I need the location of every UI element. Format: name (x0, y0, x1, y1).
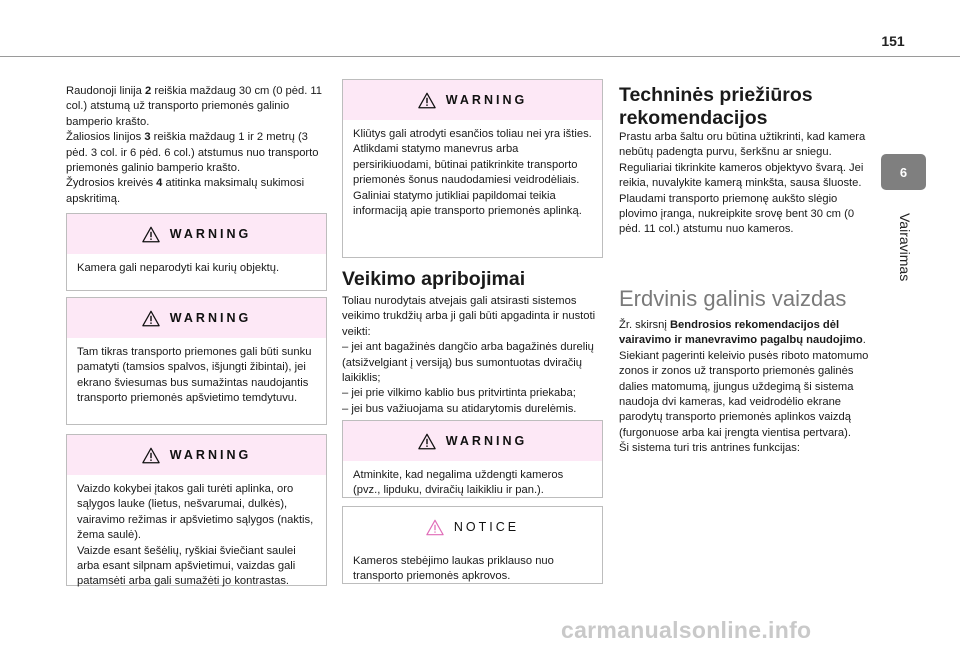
warning-text: Atminkite, kad negalima uždengti kameros (pvz., lipduku, dviračių laikikliu ir pan.). (353, 469, 564, 497)
warning-header (343, 421, 602, 461)
section-heading-maintenance: Techninės priežiūros rekomendacijos (619, 84, 813, 129)
warning-text: Tam tikras transporto priemones gali būti sunku pamatyti (tamsios spalvos, išjungti žibintai), jei ekrano šviesumas bus sumažintas naudojantis transporto priemonės apšvietimo temdytuvu. (77, 346, 312, 405)
warning-triangle-icon (418, 433, 436, 450)
warning-box-4 (342, 79, 603, 258)
limitations-text (342, 294, 604, 417)
warning-box-1 (66, 213, 327, 291)
warning-header (343, 80, 602, 120)
section-heading-limitations: Veikimo apribojimai (342, 268, 526, 290)
list-item: – jei bus važiuojama su atidarytomis durelėmis. (342, 402, 577, 415)
chapter-tab: 6 (881, 154, 926, 190)
notice-title: NOTICE (453, 520, 520, 534)
warning-title: WARNING (169, 311, 252, 325)
warning-line: Atlikdami statymo manevrus arba persirikiuodami, būtinai patikrinkite transporto priemonės šonus naudodamiesi veidrodėliais. Galiniai statymo jutikliai papildomai teikia informaciją apie transporto priemonės aplinką. (353, 143, 582, 218)
warning-line: Vaizdo kokybei įtakos gali turėti aplinka, oro sąlygos lauke (lietus, nešvarumai, dulkės), vairavimo režimas ir apšvietimo sąlygos (naktis, žema saulė). (77, 483, 314, 542)
list-item: – jei ant bagažinės dangčio arba bagažinės durelių (atsižvelgiant į versiją) bus sumontuotas dviračių laikiklis; (342, 341, 594, 385)
text-line: Toliau nurodytais atvejais gali atsirasti sistemos veikimo trukdžių arba ji gali būti apgadinta ir nustoti veikti: (342, 295, 596, 338)
warning-box-5 (342, 420, 603, 498)
warning-header (67, 214, 326, 254)
chapter-label: Vairavimas (897, 213, 913, 282)
text-line: Prastu arba šaltu oru būtina užtikrinti, kad kamera nebūtų padengta purvu, šerkšnu ar sniegu. (619, 131, 866, 159)
warning-text: Kamera gali neparodyti kai kurių objektų. (77, 262, 280, 274)
notice-triangle-icon (426, 519, 444, 536)
warning-text (67, 475, 326, 598)
warning-box-2 (66, 297, 327, 425)
warning-line: Vaizde esant šešėlių, ryškiai šviečiant saulei arba esant silpnam apšvietimui, vaizdas gali patamsėti arba gali sumažėti jo kontrastas. (77, 544, 296, 588)
warning-title: WARNING (169, 448, 252, 462)
warning-title: WARNING (445, 434, 528, 448)
warning-triangle-icon (142, 447, 160, 464)
warning-title: WARNING (445, 93, 528, 107)
warning-header (67, 298, 326, 338)
warning-line: Kliūtys gali atrodyti esančios toliau nei yra išties. (353, 128, 592, 140)
text-line: Reguliariai tikrinkite kameros objektyvo švarą. Jei reikia, nuvalykite kamerą minkšta, sausa šluoste. (619, 161, 864, 190)
maintenance-text (619, 130, 874, 238)
section-heading-surround-view: Erdvinis galinis vaizdas (619, 286, 847, 311)
warning-title: WARNING (169, 227, 252, 241)
warning-box-3 (66, 434, 327, 586)
warning-text (343, 120, 602, 227)
watermark: carmanualsonline.info (561, 617, 812, 643)
warning-header (67, 435, 326, 475)
warning-triangle-icon (142, 310, 160, 327)
notice-box (342, 506, 603, 584)
warning-triangle-icon (142, 226, 160, 243)
warning-triangle-icon (418, 92, 436, 109)
notice-header (343, 507, 602, 547)
lines-description: Raudonoji linija 2 reiškia maždaug 30 cm (0 pėd. 11 col.) atstumą už transporto priemonės galinio bamperio krašto. Žaliosios linijos 3 reiškia maždaug 1 ir 2 metrų (3 pėd. 3 col. ir 6 pėd. 6 col.) atstumus nuo transporto priemonės galinio bamperio krašto. Žydrosios kreivės 4 atitinka maksimalų sukimosi apskritimą. (66, 85, 323, 205)
list-item: – jei prie vilkimo kablio bus pritvirtinta priekaba; (342, 387, 576, 400)
surround-view-text: Žr. skirsnį Bendrosios rekomendacijos dėl vairavimo ir manevravimo pagalbų naudojimo. Siekiant pagerinti keleivio pusės riboto matomumo zonos ir zonos už transporto priemonės galinės dalies matomumą, įjungus uždegimą ši sistema naudoja dvi kameras, kad veidrodėlio ekrane parodytų transporto priemonės aplinkos vaizdą (furgonuose arba kai įrengta vientisa pertvara). Ši sistema turi tris antrines funkcijas: (619, 319, 869, 455)
text-line: Plaudami transporto priemonę aukšto slėgio plovimo įranga, nukreipkite srovę bent 30 cm (0 pėd. 11 col.) atstumu nuo kameros. (619, 192, 855, 236)
page-number: 151 (881, 33, 905, 49)
header-rule (0, 56, 960, 57)
notice-text: Kameros stebėjimo laukas priklauso nuo transporto priemonės apkrovos. (353, 555, 554, 583)
